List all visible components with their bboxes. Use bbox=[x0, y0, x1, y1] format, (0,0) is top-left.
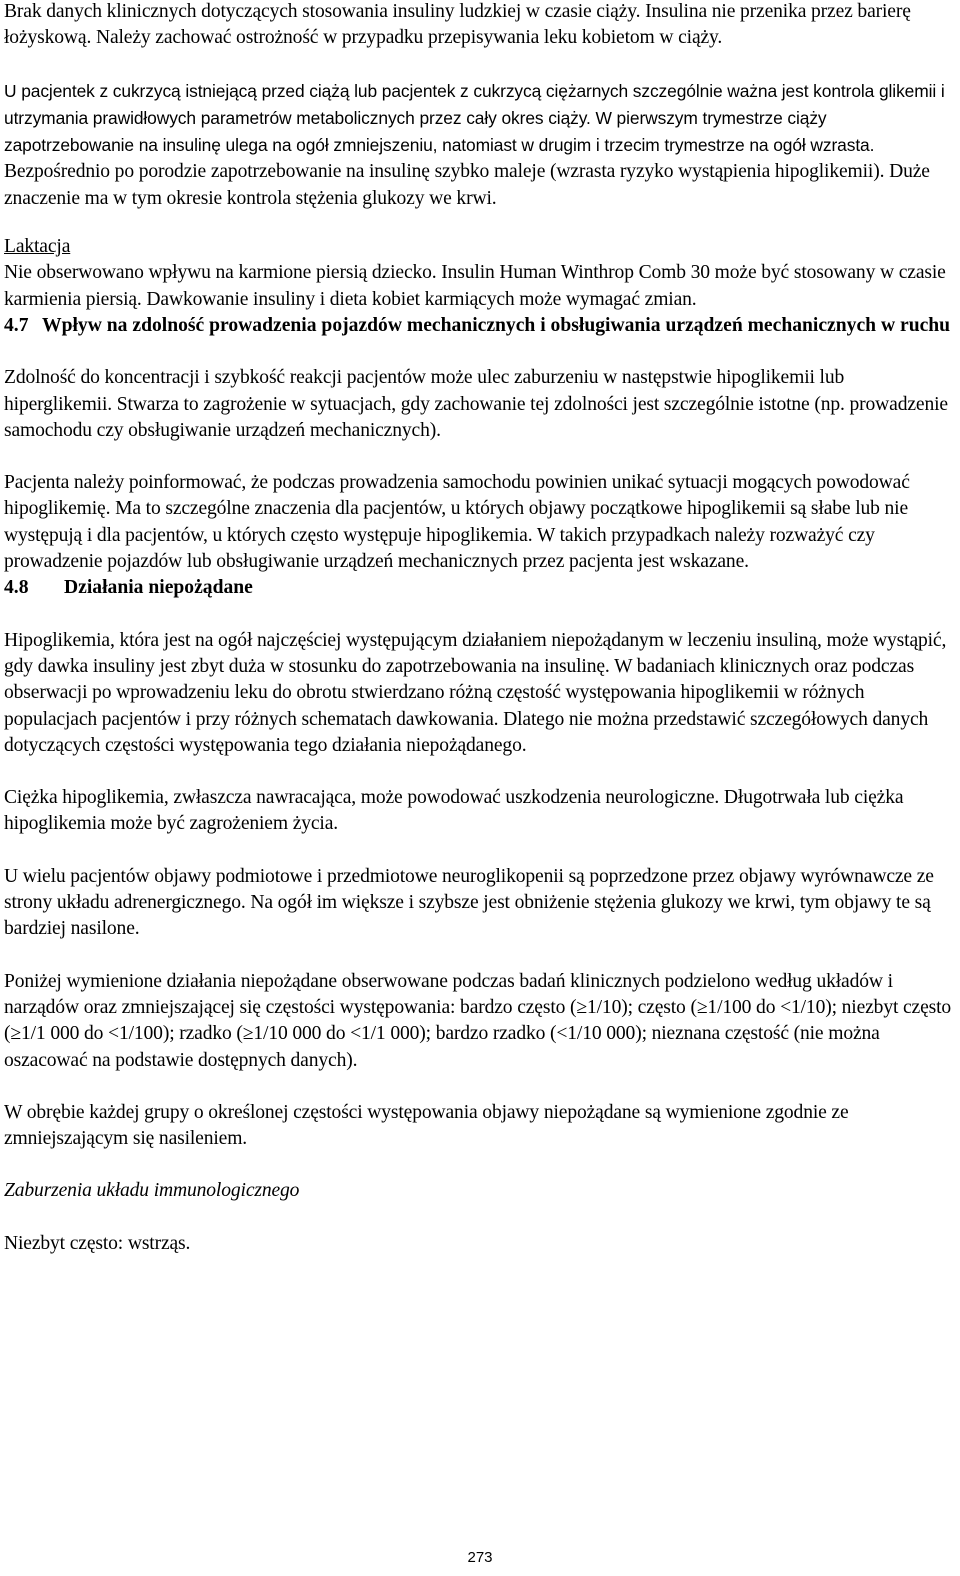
section-4-7-heading bbox=[4, 313, 954, 339]
pregnancy-paragraph-1: Brak danych klinicznych dotyczących stosowania insuliny ludzkiej w czasie ciąży. Insulina nie przenika przez barierę łożyskową. Należy zachować ostrożność w przypadku przepisywania leku kobietom w ciąży. bbox=[4, 1, 911, 49]
immune-disorders-subheading: Zaburzenia układu immunologicznego bbox=[4, 1180, 300, 1202]
section-4-8-paragraph-6: Niezbyt często: wstrząs. bbox=[4, 1232, 191, 1254]
pregnancy-paragraph-2 bbox=[4, 78, 954, 212]
document-page bbox=[4, 0, 954, 1257]
section-4-8-title: Działania niepożądane bbox=[64, 577, 253, 599]
section-4-8-paragraph-1: Hipoglikemia, która jest na ogół najczęściej występującym działaniem niepożądanym w leczeniu insuliną, może wystąpić, gdy dawka insuliny jest zbyt duża w stosunku do zapotrzebowania na insulinę. W badaniach klinicznych oraz podczas obserwacji po wprowadzeniu leku do obrotu stwierdzano różną częstość występowania hipoglikemii w różnych populacjach pacjentów i przy różnych schematach dawkowania. Dlatego nie można przedstawić szczegółowych danych dotyczących częstości występowania tego działania niepożądanego. bbox=[4, 629, 947, 756]
pregnancy-paragraph-2-sans: U pacjentek z cukrzycą istniejącą przed ciążą lub pacjentek z cukrzycą ciężarnych szczególnie ważna jest kontrola glikemii i utrzymania prawidłowych parametrów metabolicznych przez cały okres ciąży. W pierwszym trymestrze ciąży zapotrzebowanie na insulinę ulega na ogół zmniejszeniu, natomiast w drugim i trzecim trymestrze na ogół wzrasta. bbox=[4, 80, 945, 156]
pregnancy-paragraph-2-serif: Bezpośrednio po porodzie zapotrzebowanie na insulinę szybko maleje (wzrasta ryzyko wystąpienia hipoglikemii). Duże znaczenie ma w tym okresie kontrola stężenia glukozy we krwi. bbox=[4, 161, 930, 209]
section-4-7-paragraph-2: Pacjenta należy poinformować, że podczas prowadzenia samochodu powinien unikać sytuacji mogących powodować hipoglikemię. Ma to szczególne znaczenia dla pacjentów, u których objawy początkowe hipoglikemii są słabe lub nie występują i dla pacjentów, u których często występuje hipoglikemia. W takich przypadkach należy rozważyć czy prowadzenie pojazdów lub obsługiwanie urządzeń mechanicznych przez pacjenta jest wskazane. bbox=[4, 472, 910, 573]
section-4-8-paragraph-3: U wielu pacjentów objawy podmiotowe i przedmiotowe neuroglikopenii są poprzedzone przez objawy wyrównawcze ze strony układu adrenergicznego. Na ogół im większe i szybsze jest obniżenie stężenia glukozy we krwi, tym objawy te są bardziej nasilone. bbox=[4, 865, 934, 940]
section-4-8-number: 4.8 bbox=[4, 577, 29, 599]
lactation-paragraph: Nie obserwowano wpływu na karmione piersią dziecko. Insulin Human Winthrop Comb 30 może być stosowany w czasie karmienia piersią. Dawkowanie insuliny i dieta kobiet karmiących może wymagać zmian. bbox=[4, 262, 946, 310]
section-4-8-heading bbox=[4, 575, 954, 601]
section-4-8-paragraph-5: W obrębie każdej grupy o określonej częstości występowania objawy niepożądane są wymienione zgodnie ze zmniejszającym się nasileniem. bbox=[4, 1101, 849, 1150]
section-4-8-paragraph-2: Ciężka hipoglikemia, zwłaszcza nawracająca, może powodować uszkodzenia neurologiczne. Długotrwała lub ciężka hipoglikemia może być zagrożeniem życia. bbox=[4, 787, 904, 835]
section-4-7-title: Wpływ na zdolność prowadzenia pojazdów mechanicznych i obsługiwania urządzeń mechanicznych w ruchu bbox=[42, 314, 951, 336]
section-4-7-number: 4.7 bbox=[4, 314, 29, 336]
lactation-title: Laktacja bbox=[4, 236, 71, 258]
page-number: 273 bbox=[467, 1549, 493, 1566]
section-4-7-paragraph-1: Zdolność do koncentracji i szybkość reakcji pacjentów może ulec zaburzeniu w następstwie hipoglikemii lub hiperglikemii. Stwarza to zagrożenie w sytuacjach, gdy zachowanie tej zdolności jest szczególnie istotne (np. prowadzenie samochodu czy obsługiwanie urządzeń mechanicznych). bbox=[4, 367, 948, 441]
section-4-8-paragraph-4: Poniżej wymienione działania niepożądane obserwowane podczas badań klinicznych podzielono według układów i narządów oraz zmniejszającej się częstości występowania: bardzo często (≥1/10); często (≥1/100 do <1/10); niezbyt często (≥1/1 000 do <1/100); rzadko (≥1/10 000 do <1/1 000); bardzo rzadko (<1/10 000); nieznana częstość (nie można oszacować na podstawie dostępnych danych). bbox=[4, 970, 952, 1071]
